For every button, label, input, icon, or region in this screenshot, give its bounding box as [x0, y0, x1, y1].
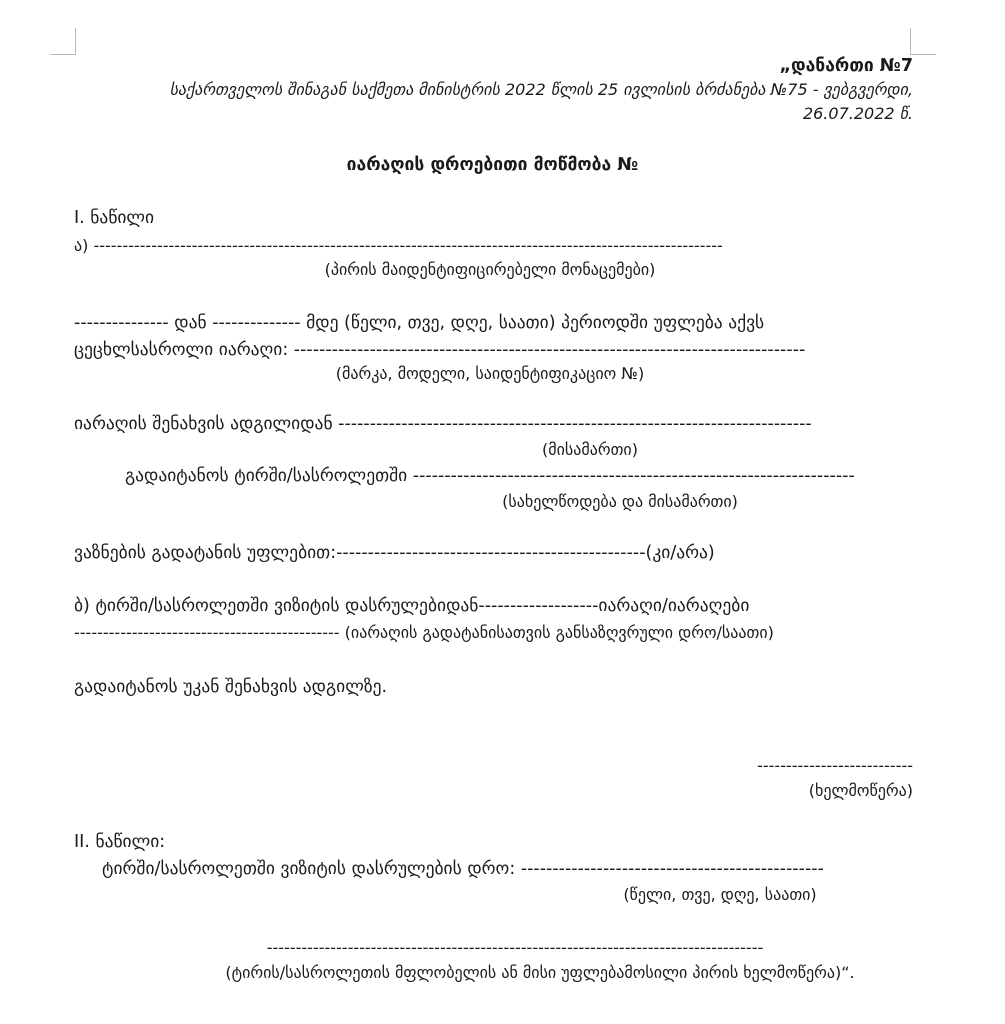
- annex-label: „დანართი №7: [779, 56, 913, 76]
- ammo-line: ვაზნების გადატანის უფლებით:-------------------------------------------------(კი/არა): [74, 543, 715, 563]
- owner-signature-dashes: --------------------------------------------------------------------------------------: [266, 938, 764, 957]
- part1-heading: I. ნაწილი: [74, 208, 155, 228]
- period-line: --------------- დან -------------- მდე (წელი, თვე, დღე, საათი) პერიოდში უფლება აქვს: [74, 313, 765, 333]
- document-title: იარაღის დროებითი მოწმობა №: [346, 155, 639, 175]
- transport-caption: (სახელწოდება და მისამართი): [502, 492, 738, 511]
- crop-mark-left-vertical: [75, 28, 76, 54]
- part2-heading: II. ნაწილი:: [74, 832, 166, 852]
- storage-line: იარაღის შენახვის ადგილიდან ---------------------------------------------------------------------------: [74, 414, 812, 434]
- visit-end-line: ტირში/სასროლეთში ვიზიტის დასრულების დრო: ------------------------------------------------: [102, 859, 824, 879]
- signature-dashes: ---------------------------: [757, 756, 913, 775]
- return-line: გადაიტანოს უკან შენახვის ადგილზე.: [74, 677, 388, 697]
- part1-b-time-line: ---------------------------------------------- (იარაღის გადატანისათვის განსაზღვრული დრო/საათი): [74, 623, 774, 642]
- storage-caption: (მისამართი): [542, 440, 638, 459]
- crop-mark-right-vertical: [910, 28, 911, 54]
- decree-reference-line1: საქართველოს შინაგან საქმეთა მინისტრის 2022 წლის 25 ივლისის ბრძანება №75 - ვებგვერდი,: [169, 80, 913, 99]
- crop-mark-left-horizontal: [50, 54, 76, 55]
- part1-a-caption: (პირის მაიდენტიფიცირებელი მონაცემები): [324, 260, 656, 279]
- signature-caption: (ხელმოწერა): [808, 781, 913, 800]
- decree-reference-line2: 26.07.2022 წ.: [802, 104, 913, 123]
- firearm-line: ცეცხლსასროლი იარაღი: ---------------------------------------------------------------------------------: [74, 340, 806, 360]
- part1-b-line: ბ) ტირში/სასროლეთში ვიზიტის დასრულებიდან-------------------იარაღი/იარაღები: [74, 596, 750, 616]
- transport-line: გადაიტანოს ტირში/სასროლეთში ----------------------------------------------------------------------: [125, 466, 855, 486]
- part1-a-line: ა) -------------------------------------------------------------------------------------------------------------: [74, 236, 723, 255]
- firearm-caption: (მარკა, მოდელი, საიდენტიფიკაციო №): [335, 364, 645, 383]
- crop-mark-right-horizontal: [910, 54, 936, 55]
- visit-end-caption: (წელი, თვე, დღე, საათი): [623, 885, 817, 904]
- owner-signature-caption: (ტირის/სასროლეთის მფლობელის ან მისი უფლებამოსილი პირის ხელმოწერა)“.: [225, 963, 855, 982]
